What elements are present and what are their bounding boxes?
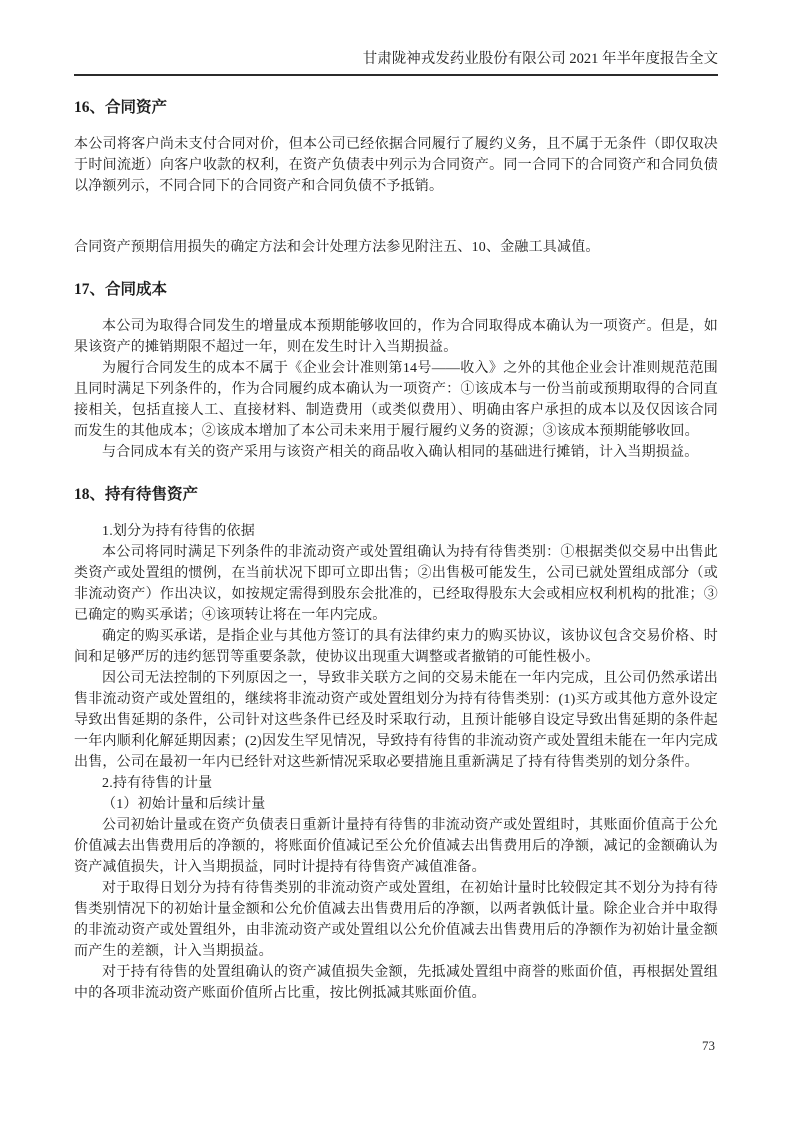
section-18-paragraph: 公司初始计量或在资产负债表日重新计量持有待售的非流动资产或处置组时，其账面价值高于公允价值减去出售费用后的净额的，将账面价值减记至公允价值减去出售费用后的净额，减记的金额确认为资产减值损失，计入当期损益，同时计提持有待售资产减值准备。 [74, 818, 718, 875]
section-17-paragraph: 为履行合同发生的成本不属于《企业会计准则第14号——收入》之外的其他企业会计准则规范范围且同时满足下列条件的，作为合同履约成本确认为一项资产：①该成本与一份当前或预期取得的合同直接相关，包括直接人工、直接材料、制造费用（或类似费用）、明确由客户承担的成本以及仅因该合同而发生的其他成本；②该成本增加了本公司未来用于履行履约义务的资源；③该成本预期能够收回。 [74, 361, 718, 439]
section-17-paragraph: 与合同成本有关的资产采用与该资产相关的商品收入确认相同的基础进行摊销，计入当期损益。 [102, 445, 699, 460]
section-16-paragraph: 本公司将客户尚未支付合同对价，但本公司已经依据合同履行了履约义务，且不属于无条件（即仅取决于时间流逝）向客户收款的权利，在资产负债表中列示为合同资产。同一合同下的合同资产和合同负债以净额列示，不同合同下的合同资产和合同负债不予抵销。 [74, 137, 718, 194]
page-number: 73 [702, 1038, 715, 1053]
section-16-paragraph: 合同资产预期信用损失的确定方法和会计处理方法参见附注五、10、金融工具减值。 [74, 240, 600, 255]
section-18-paragraph: 因公司无法控制的下列原因之一，导致非关联方之间的交易未能在一年内完成，且公司仍然承诺出售非流动资产或处置组的，继续将非流动资产或处置组划分为持有待售类别：(1)买方或其他方意外设定导致出售延期的条件，公司针对这些条件已经及时采取行动，且预计能够自设定导致出售延期的条件起一年内顺利化解延期因素；(2)因发生罕见情况，导致持有待售的非流动资产或处置组未能在一年内完成出售，公司在最初一年内已经针对这些新情况采取必要措施且重新满足了持有待售类别的划分条件。 [74, 671, 718, 770]
section-18-paragraph: 对于持有待售的处置组确认的资产减值损失金额，先抵减处置组中商誉的账面价值，再根据处置组中的各项非流动资产账面价值所占比重，按比例抵减其账面价值。 [74, 965, 718, 1001]
section-18-paragraph: 确定的购买承诺，是指企业与其他方签订的具有法律约束力的购买协议，该协议包含交易价格、时间和足够严厉的违约惩罚等重要条款，使协议出现重大调整或者撤销的可能性极小。 [74, 629, 718, 665]
section-18-paragraph: 本公司将同时满足下列条件的非流动资产或处置组确认为持有待售类别：①根据类似交易中出售此类资产或处置组的惯例，在当前状况下即可立即出售；②出售极可能发生，公司已就处置组成部分（或非流动资产）作出决议，如按规定需得到股东会批准的，已经取得股东大会或相应权利机构的批准；③已确定的购买承诺；④该项转让将在一年内完成。 [74, 545, 718, 623]
page-header [74, 0, 718, 76]
section-18-subheading: 2.持有待售的计量 [102, 776, 213, 791]
section-18-subheading: 1.划分为持有待售的依据 [102, 524, 255, 539]
section-17-heading: 17、合同成本 [74, 281, 168, 298]
page-content [74, 0, 718, 1004]
section-18-paragraph: 对于取得日划分为持有待售类别的非流动资产或处置组，在初始计量时比较假定其不划分为持有待售类别情况下的初始计量金额和公允价值减去出售费用后的净额，以两者孰低计量。除企业合并中取得的非流动资产或处置组外，由非流动资产或处置组以公允价值减去出售费用后的净额作为初始计量金额而产生的差额，计入当期损益。 [74, 881, 718, 959]
header-title: 甘肃陇神戎发药业股份有限公司 2021 年半年度报告全文 [362, 51, 718, 67]
section-17-paragraph: 本公司为取得合同发生的增量成本预期能够收回的，作为合同取得成本确认为一项资产。但是，如果该资产的摊销期限不超过一年，则在发生时计入当期损益。 [74, 319, 718, 355]
section-16-heading: 16、合同资产 [74, 99, 168, 116]
section-18-subheading: （1）初始计量和后续计量 [102, 797, 266, 812]
section-18-heading: 18、持有待售资产 [74, 486, 199, 503]
